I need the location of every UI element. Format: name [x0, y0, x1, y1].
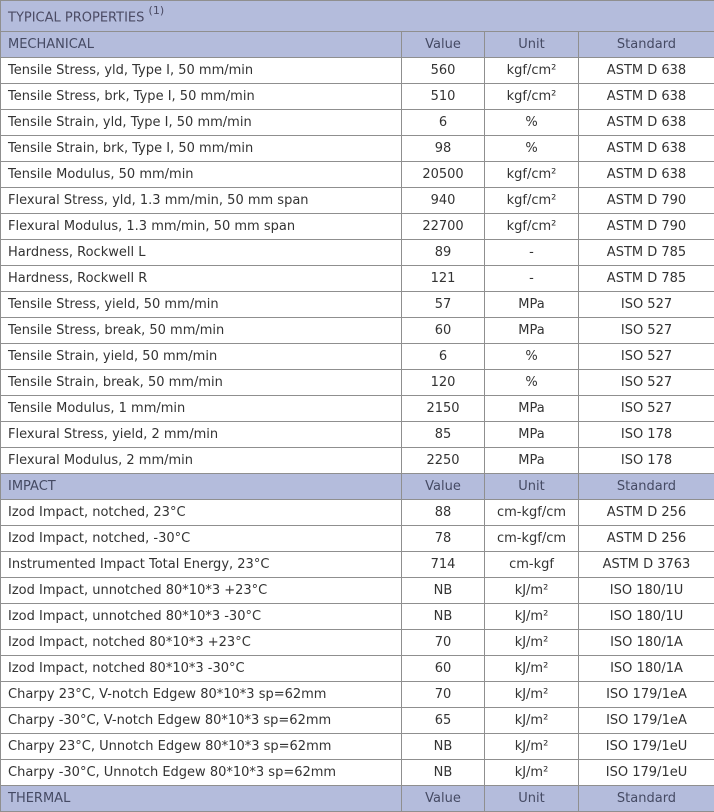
property-unit: - — [485, 240, 579, 266]
property-value: NB — [402, 734, 485, 760]
property-name: Tensile Strain, break, 50 mm/min — [1, 370, 402, 396]
column-header-standard: Standard — [579, 32, 714, 58]
table-title-text: TYPICAL PROPERTIES — [8, 11, 144, 26]
column-header-unit: Unit — [485, 32, 579, 58]
table-row — [1, 656, 714, 682]
property-value: 70 — [402, 630, 485, 656]
property-standard: ISO 527 — [579, 344, 714, 370]
section-name: IMPACT — [1, 474, 402, 500]
table-row — [1, 58, 714, 84]
property-unit: - — [485, 266, 579, 292]
property-name: Charpy 23°C, V-notch Edgew 80*10*3 sp=62mm — [1, 682, 402, 708]
table-row — [1, 344, 714, 370]
property-standard: ASTM D 638 — [579, 136, 714, 162]
property-standard: ASTM D 790 — [579, 214, 714, 240]
property-standard: ISO 179/1eU — [579, 734, 714, 760]
property-value: 22700 — [402, 214, 485, 240]
property-value: NB — [402, 760, 485, 786]
property-value: 940 — [402, 188, 485, 214]
property-unit: % — [485, 136, 579, 162]
property-name: Tensile Stress, yld, Type I, 50 mm/min — [1, 58, 402, 84]
property-unit: kJ/m² — [485, 708, 579, 734]
property-unit: MPa — [485, 318, 579, 344]
property-unit: MPa — [485, 422, 579, 448]
property-name: Izod Impact, unnotched 80*10*3 +23°C — [1, 578, 402, 604]
property-standard: ISO 180/1U — [579, 578, 714, 604]
table-row — [1, 422, 714, 448]
table-row — [1, 760, 714, 786]
property-standard: ASTM D 785 — [579, 240, 714, 266]
property-unit: cm-kgf/cm — [485, 500, 579, 526]
property-unit: kgf/cm² — [485, 84, 579, 110]
property-unit: kgf/cm² — [485, 58, 579, 84]
property-value: 60 — [402, 318, 485, 344]
section-name: THERMAL — [1, 786, 402, 812]
property-value: 89 — [402, 240, 485, 266]
property-standard: ISO 180/1U — [579, 604, 714, 630]
table-row — [1, 682, 714, 708]
property-standard: ISO 179/1eA — [579, 682, 714, 708]
column-header-value: Value — [402, 32, 485, 58]
property-unit: kgf/cm² — [485, 188, 579, 214]
property-standard: ASTM D 3763 — [579, 552, 714, 578]
property-unit: cm-kgf/cm — [485, 526, 579, 552]
property-value: NB — [402, 578, 485, 604]
property-name: Izod Impact, notched 80*10*3 +23°C — [1, 630, 402, 656]
property-name: Izod Impact, notched, -30°C — [1, 526, 402, 552]
property-standard: ASTM D 638 — [579, 162, 714, 188]
property-value: NB — [402, 604, 485, 630]
table-row — [1, 240, 714, 266]
table-row — [1, 552, 714, 578]
table-row — [1, 110, 714, 136]
table-title-row — [1, 1, 714, 32]
property-standard: ISO 527 — [579, 396, 714, 422]
property-value: 2250 — [402, 448, 485, 474]
table-row — [1, 136, 714, 162]
table-title — [1, 1, 714, 32]
property-standard: ISO 179/1eU — [579, 760, 714, 786]
property-value: 65 — [402, 708, 485, 734]
property-unit: % — [485, 110, 579, 136]
property-name: Tensile Stress, yield, 50 mm/min — [1, 292, 402, 318]
property-unit: kJ/m² — [485, 604, 579, 630]
property-standard: ISO 527 — [579, 292, 714, 318]
table-row — [1, 214, 714, 240]
property-standard: ISO 527 — [579, 370, 714, 396]
table-row — [1, 370, 714, 396]
column-header-standard: Standard — [579, 474, 714, 500]
table-row — [1, 396, 714, 422]
table-row — [1, 188, 714, 214]
property-value: 70 — [402, 682, 485, 708]
property-value: 121 — [402, 266, 485, 292]
property-unit: % — [485, 370, 579, 396]
property-name: Flexural Modulus, 2 mm/min — [1, 448, 402, 474]
property-name: Charpy 23°C, Unnotch Edgew 80*10*3 sp=62mm — [1, 734, 402, 760]
property-value: 560 — [402, 58, 485, 84]
property-name: Tensile Strain, yield, 50 mm/min — [1, 344, 402, 370]
table-title-footnote: (1) — [149, 4, 165, 17]
property-value: 88 — [402, 500, 485, 526]
property-name: Instrumented Impact Total Energy, 23°C — [1, 552, 402, 578]
property-name: Tensile Modulus, 50 mm/min — [1, 162, 402, 188]
property-unit: cm-kgf — [485, 552, 579, 578]
property-value: 510 — [402, 84, 485, 110]
table-row — [1, 318, 714, 344]
property-standard: ISO 178 — [579, 422, 714, 448]
property-name: Izod Impact, unnotched 80*10*3 -30°C — [1, 604, 402, 630]
table-row — [1, 604, 714, 630]
property-standard: ASTM D 790 — [579, 188, 714, 214]
property-name: Hardness, Rockwell L — [1, 240, 402, 266]
property-unit: MPa — [485, 396, 579, 422]
property-unit: kgf/cm² — [485, 214, 579, 240]
table-row — [1, 526, 714, 552]
property-value: 714 — [402, 552, 485, 578]
property-value: 20500 — [402, 162, 485, 188]
table-row — [1, 500, 714, 526]
property-value: 60 — [402, 656, 485, 682]
table-row — [1, 448, 714, 474]
property-standard: ASTM D 638 — [579, 110, 714, 136]
property-unit: kJ/m² — [485, 682, 579, 708]
property-standard: ASTM D 638 — [579, 84, 714, 110]
table-row — [1, 734, 714, 760]
table-row — [1, 708, 714, 734]
property-standard: ISO 180/1A — [579, 656, 714, 682]
column-header-value: Value — [402, 786, 485, 812]
property-unit: kJ/m² — [485, 630, 579, 656]
property-name: Tensile Strain, yld, Type I, 50 mm/min — [1, 110, 402, 136]
property-name: Izod Impact, notched, 23°C — [1, 500, 402, 526]
property-standard: ISO 527 — [579, 318, 714, 344]
property-unit: MPa — [485, 448, 579, 474]
property-unit: kJ/m² — [485, 760, 579, 786]
property-standard: ISO 180/1A — [579, 630, 714, 656]
property-value: 57 — [402, 292, 485, 318]
section-name: MECHANICAL — [1, 32, 402, 58]
column-header-unit: Unit — [485, 474, 579, 500]
property-value: 120 — [402, 370, 485, 396]
table-row — [1, 578, 714, 604]
property-name: Tensile Stress, break, 50 mm/min — [1, 318, 402, 344]
property-name: Flexural Stress, yield, 2 mm/min — [1, 422, 402, 448]
property-unit: kgf/cm² — [485, 162, 579, 188]
property-name: Flexural Stress, yld, 1.3 mm/min, 50 mm span — [1, 188, 402, 214]
property-value: 6 — [402, 110, 485, 136]
section-header-mechanical — [1, 32, 714, 58]
property-name: Tensile Modulus, 1 mm/min — [1, 396, 402, 422]
property-unit: kJ/m² — [485, 578, 579, 604]
table-row — [1, 84, 714, 110]
property-name: Hardness, Rockwell R — [1, 266, 402, 292]
property-unit: % — [485, 344, 579, 370]
property-value: 2150 — [402, 396, 485, 422]
property-unit: MPa — [485, 292, 579, 318]
property-standard: ISO 179/1eA — [579, 708, 714, 734]
table-row — [1, 266, 714, 292]
property-standard: ISO 178 — [579, 448, 714, 474]
property-standard: ASTM D 638 — [579, 58, 714, 84]
property-value: 98 — [402, 136, 485, 162]
property-standard: ASTM D 256 — [579, 500, 714, 526]
property-unit: kJ/m² — [485, 656, 579, 682]
section-header-impact — [1, 474, 714, 500]
property-name: Tensile Strain, brk, Type I, 50 mm/min — [1, 136, 402, 162]
property-unit: kJ/m² — [485, 734, 579, 760]
table-row — [1, 630, 714, 656]
property-standard: ASTM D 256 — [579, 526, 714, 552]
column-header-standard: Standard — [579, 786, 714, 812]
column-header-unit: Unit — [485, 786, 579, 812]
property-value: 85 — [402, 422, 485, 448]
property-standard: ASTM D 785 — [579, 266, 714, 292]
column-header-value: Value — [402, 474, 485, 500]
property-value: 78 — [402, 526, 485, 552]
table-row — [1, 292, 714, 318]
property-value: 6 — [402, 344, 485, 370]
property-name: Flexural Modulus, 1.3 mm/min, 50 mm span — [1, 214, 402, 240]
property-name: Charpy -30°C, V-notch Edgew 80*10*3 sp=62mm — [1, 708, 402, 734]
table-row — [1, 162, 714, 188]
property-name: Tensile Stress, brk, Type I, 50 mm/min — [1, 84, 402, 110]
property-name: Charpy -30°C, Unnotch Edgew 80*10*3 sp=62mm — [1, 760, 402, 786]
section-header-thermal — [1, 786, 714, 812]
property-name: Izod Impact, notched 80*10*3 -30°C — [1, 656, 402, 682]
